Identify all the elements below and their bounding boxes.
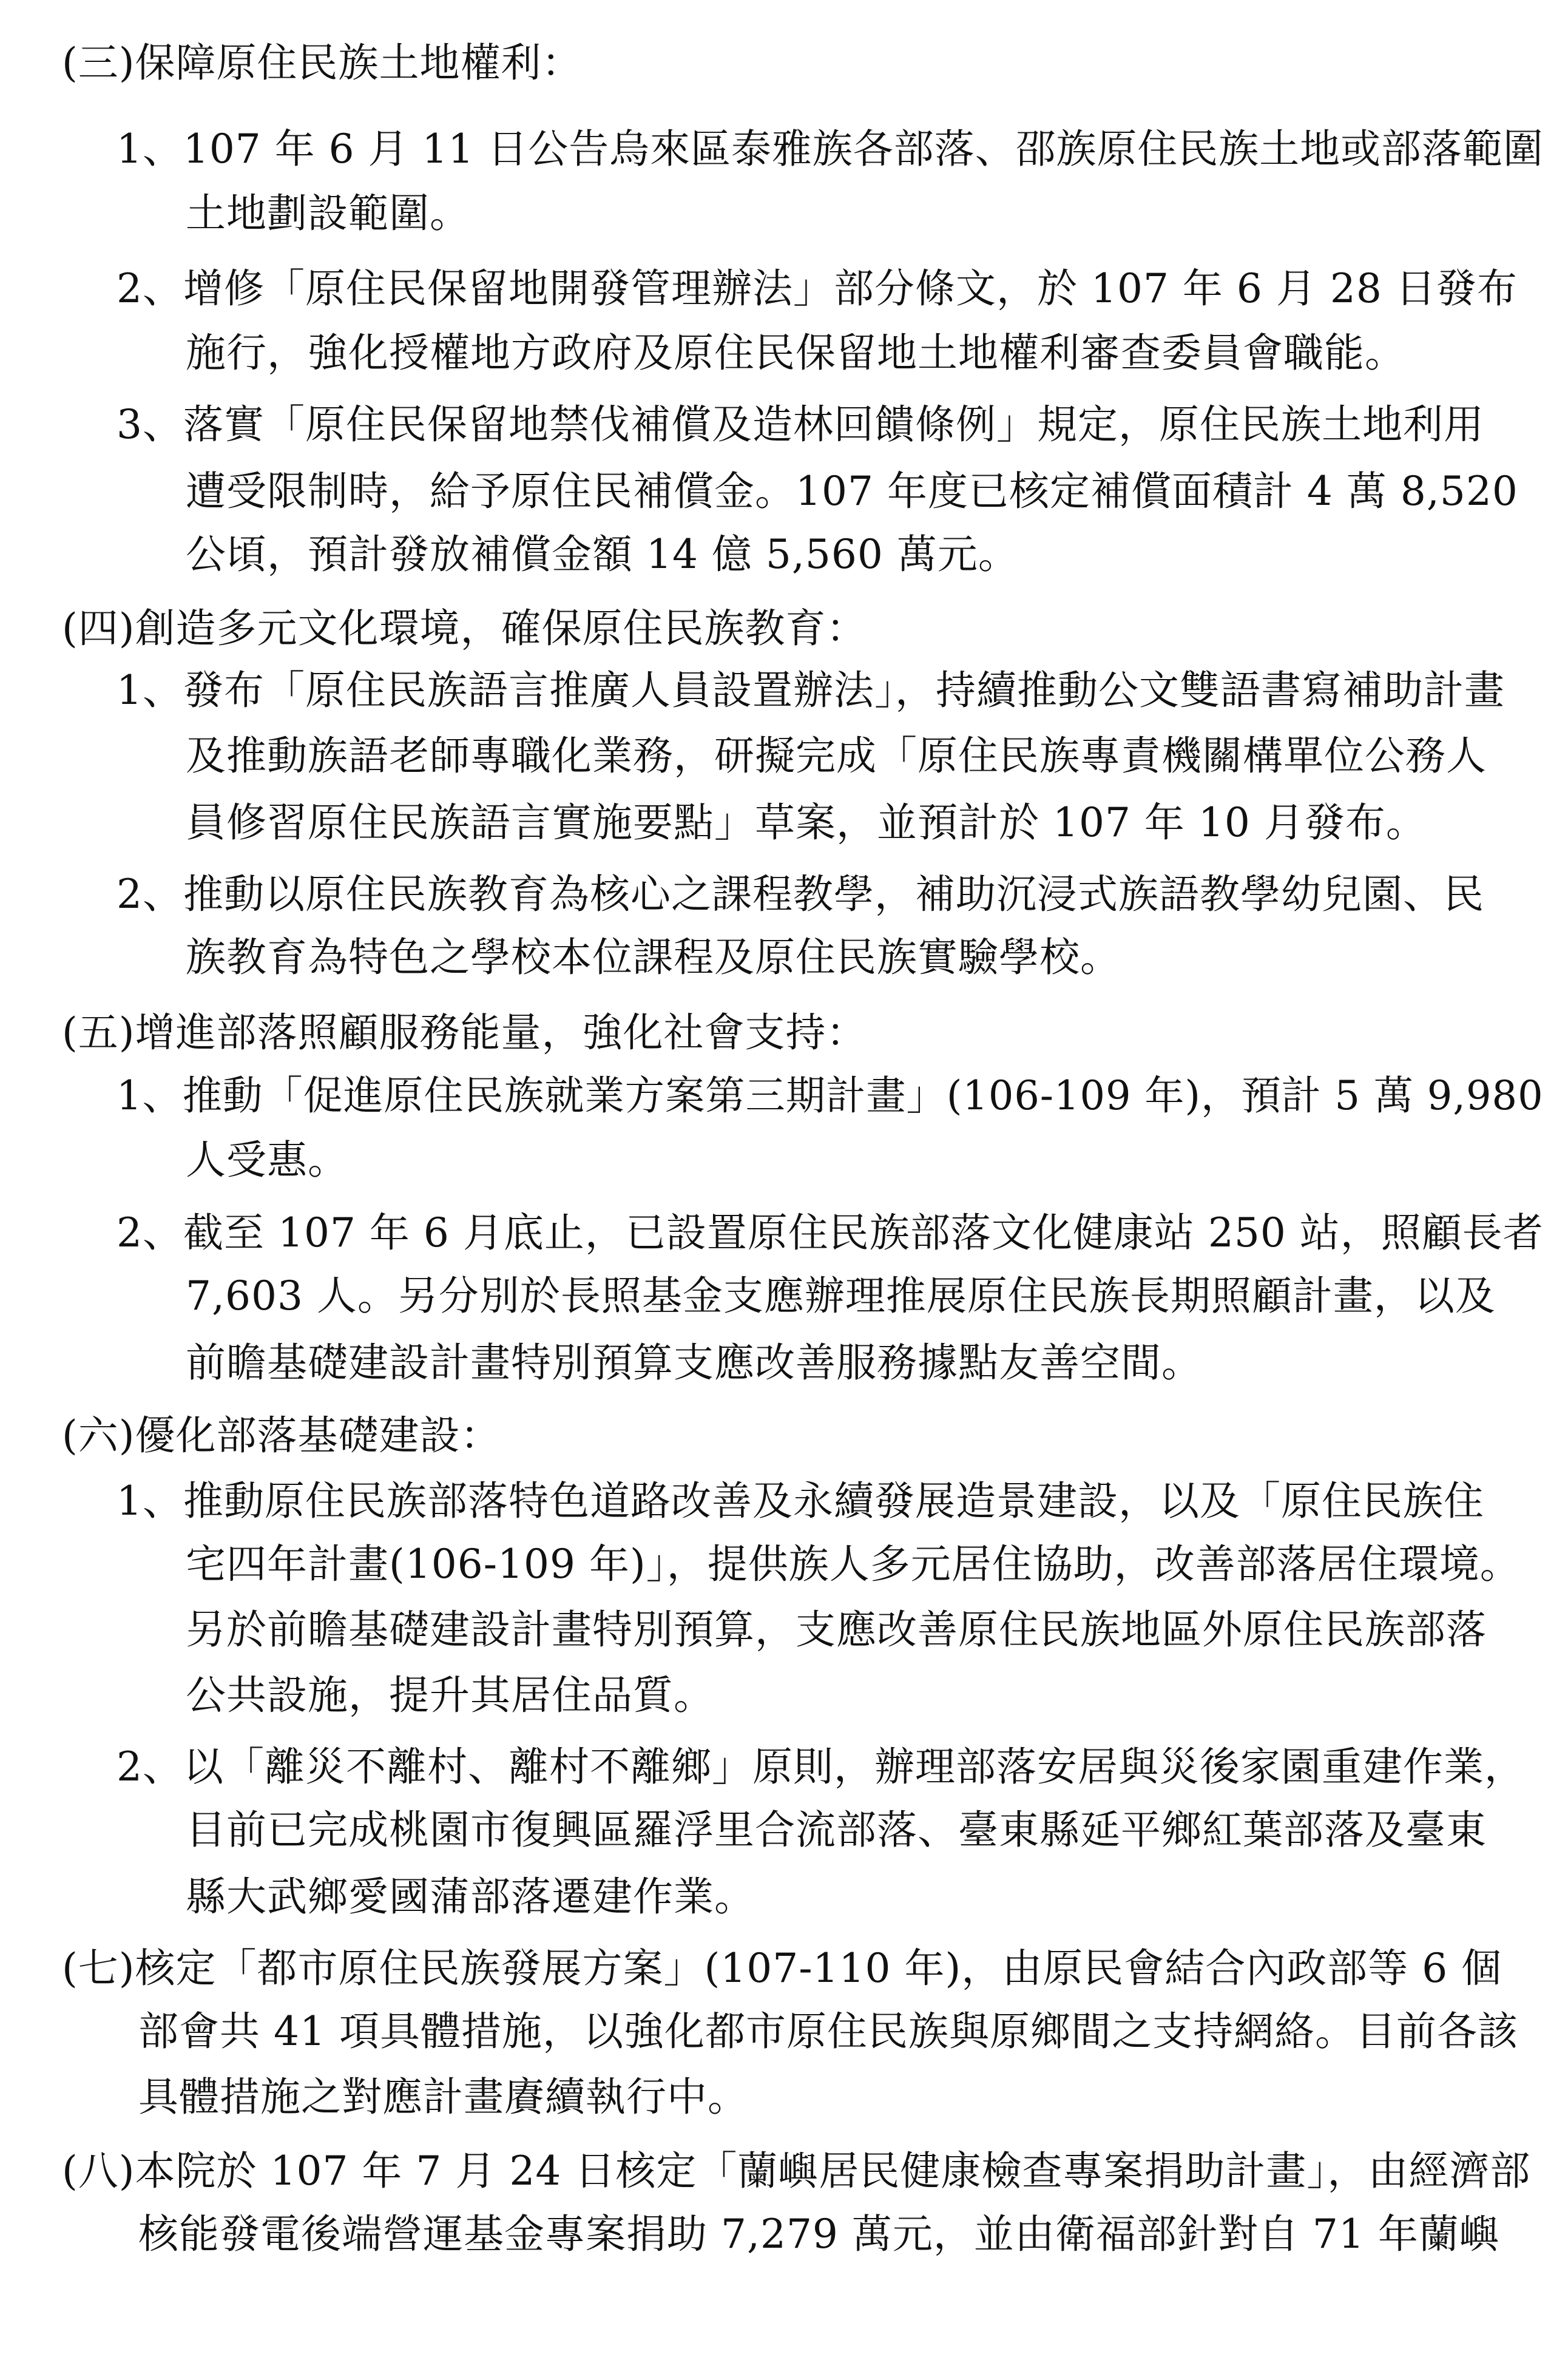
list-item-line: 1、發布「原住民族語言推廣人員設置辦法」，持續推動公文雙語書寫補助計畫 [117, 667, 1505, 714]
list-item-line: 2、增修「原住民保留地開發管理辦法」部分條文，於 107 年 6 月 28 日發布 [117, 265, 1518, 312]
list-item-line: 2、以「離災不離村、離村不離鄉」原則，辦理部落安居與災後家園重建作業， [117, 1743, 1525, 1790]
paragraph-line: 具體措施之對應計畫賡續執行中。 [138, 2074, 748, 2120]
list-item-line: 1、推動原住民族部落特色道路改善及永續發展造景建設，以及「原住民族住 [117, 1478, 1484, 1524]
paragraph-line: 部會共 41 項具體措施，以強化都市原住民族與原鄉間之支持網絡。目前各該 [138, 2008, 1518, 2055]
section-heading-7: (七)核定「都市原住民族發展方案」(107-110 年)，由原民會結合內政部等 6 個 [62, 1945, 1502, 1992]
list-item-line: 3、落實「原住民保留地禁伐補償及造林回饋條例」規定，原住民族土地利用 [117, 401, 1484, 448]
list-item-line: 及推動族語老師專職化業務，研擬完成「原住民族專責機關構單位公務人 [186, 732, 1487, 779]
list-item-line: 2、推動以原住民族教育為核心之課程教學，補助沉浸式族語教學幼兒園、民 [117, 871, 1484, 918]
list-item-line: 公頃，預計發放補償金額 14 億 5,560 萬元。 [186, 531, 1019, 578]
list-item-line: 土地劃設範圍。 [186, 190, 470, 237]
list-item-line: 施行，強化授權地方政府及原住民保留地土地權利審查委員會職能。 [186, 330, 1405, 376]
list-item-line: 公共設施，提升其居住品質。 [186, 1672, 714, 1719]
list-item-line: 7,603 人。另分別於長照基金支應辦理推展原住民族長期照顧計畫，以及 [186, 1273, 1496, 1319]
paragraph-line: 核能發電後端營運基金專案捐助 7,279 萬元，並由衛福部針對自 71 年蘭嶼 [138, 2211, 1500, 2257]
list-item-line: 遭受限制時，給予原住民補償金。107 年度已核定補償面積計 4 萬 8,520 [186, 468, 1518, 515]
list-item-line: 前瞻基礎建設計畫特別預算支應改善服務據點友善空間。 [186, 1339, 1202, 1386]
list-item-line: 目前已完成桃園市復興區羅浮里合流部落、臺東縣延平鄉紅葉部落及臺東 [186, 1807, 1487, 1853]
list-item-line: 族教育為特色之學校本位課程及原住民族實驗學校。 [186, 934, 1121, 981]
section-heading-6: (六)優化部落基礎建設： [62, 1412, 501, 1459]
list-item-line: 人受惠。 [186, 1137, 348, 1183]
list-item-line: 1、推動「促進原住民族就業方案第三期計畫」(106-109 年)，預計 5 萬 9,980 [117, 1072, 1544, 1119]
section-heading-5: (五)增進部落照顧服務能量，強化社會支持： [62, 1009, 867, 1056]
list-item-line: 另於前瞻基礎建設計畫特別預算，支應改善原住民族地區外原住民族部落 [186, 1606, 1487, 1653]
section-heading-3: (三)保障原住民族土地權利： [62, 39, 583, 86]
list-item-line: 宅四年計畫(106-109 年)」，提供族人多元居住協助，改善部落居住環境。 [186, 1541, 1521, 1587]
list-item-line: 員修習原住民族語言實施要點」草案，並預計於 107 年 10 月發布。 [186, 799, 1427, 846]
section-heading-4: (四)創造多元文化環境，確保原住民族教育： [62, 605, 867, 652]
list-item-line: 2、截至 107 年 6 月底止，已設置原住民族部落文化健康站 250 站，照顧長者 [117, 1209, 1544, 1256]
section-heading-8: (八)本院於 107 年 7 月 24 日核定「蘭嶼居民健康檢查專案捐助計畫」，由經濟部 [62, 2148, 1531, 2194]
list-item-line: 縣大武鄉愛國蒲部落遷建作業。 [186, 1873, 755, 1920]
list-item-line: 1、107 年 6 月 11 日公告烏來區泰雅族各部落、邵族原住民族土地或部落範圍 [117, 126, 1544, 172]
